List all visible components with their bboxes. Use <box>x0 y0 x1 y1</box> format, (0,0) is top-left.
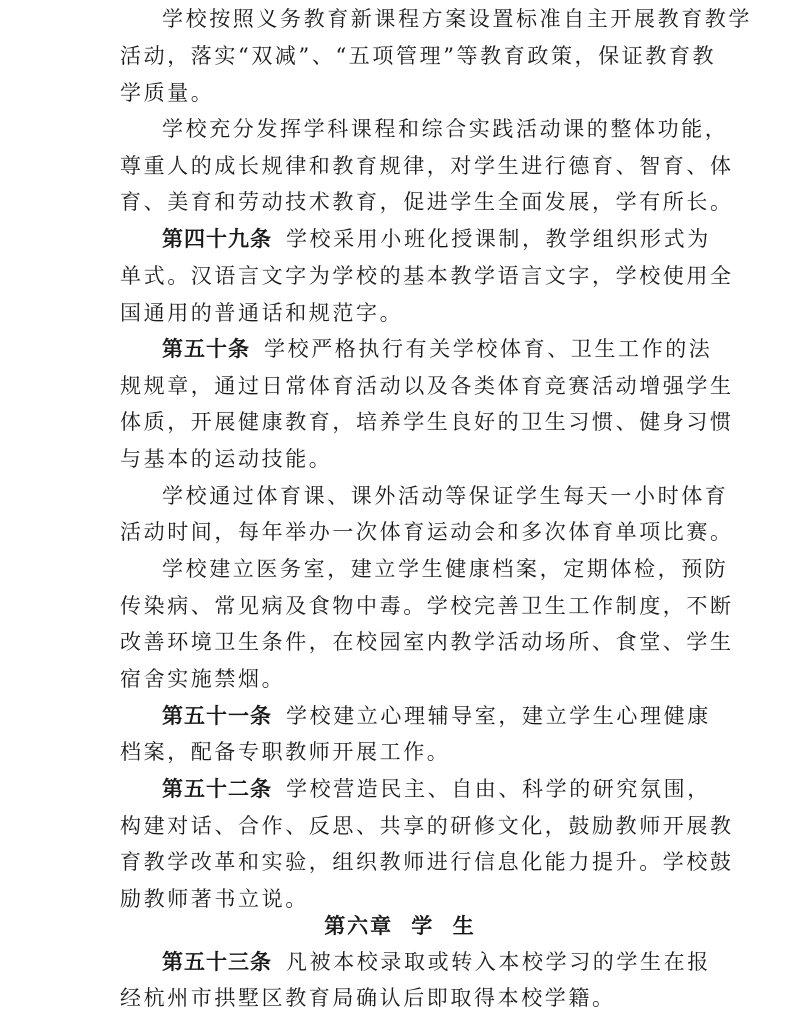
article-number: 第五十二条 <box>162 777 272 801</box>
text-line: 学校通过体育课、课外活动等保证学生每天一小时体育 <box>162 484 729 508</box>
text-line: 活动，落实“双减”、“五项管理”等教育政策，保证教育教 <box>120 44 717 68</box>
text-line: 学校建立医务室，建立学生健康档案，定期体检，预防 <box>162 557 729 581</box>
article-line <box>162 700 711 732</box>
text-line: 学校按照义务教育新课程方案设置标准自主开展教育教学 <box>162 7 752 31</box>
text-line: 育、美育和劳动技术教育，促进学生全面发展，学有所长。 <box>120 190 734 214</box>
article-line <box>162 773 711 805</box>
article-number: 第五十三条 <box>162 950 272 974</box>
text-line: 经杭州市拱墅区教育局确认后即取得本校学籍。 <box>120 986 616 1010</box>
text-line: 励教师著书立说。 <box>120 887 309 911</box>
text-line: 传染病、常见病及食物中毒。学校完善卫生工作制度，不断 <box>120 594 734 618</box>
article-line <box>162 223 711 255</box>
article-text: 学校采用小班化授课制，教学组织形式为 <box>286 227 711 251</box>
text-line: 活动时间，每年举办一次体育运动会和多次体育单项比赛。 <box>120 520 734 544</box>
text-line: 育教学改革和实验，组织教师进行信息化能力提升。学校鼓 <box>120 850 734 874</box>
chapter-number: 第六章 <box>324 914 394 938</box>
text-line: 学校充分发挥学科课程和综合实践活动课的整体功能， <box>162 117 729 141</box>
article-text: 学校建立心理辅导室，建立学生心理健康 <box>286 704 711 728</box>
article-line <box>162 333 712 365</box>
article-number: 第四十九条 <box>162 227 272 251</box>
text-line: 尊重人的成长规律和教育规律，对学生进行德育、智育、体 <box>120 154 734 178</box>
text-line: 国通用的普通话和规范字。 <box>120 301 404 325</box>
article-text: 学校营造民主、自由、科学的研究氛围， <box>286 777 711 801</box>
text-line: 改善环境卫生条件，在校园室内教学活动场所、食堂、学生 <box>120 630 734 654</box>
text-line: 规规章，通过日常体育活动以及各类体育竞赛活动增强学生 <box>120 374 734 398</box>
article-text: 学校严格执行有关学校体育、卫生工作的法 <box>264 337 713 361</box>
article-line <box>162 946 711 978</box>
text-line: 档案，配备专职教师开展工作。 <box>120 740 451 764</box>
text-line: 宿舍实施禁烟。 <box>120 667 286 691</box>
article-number: 第五十条 <box>162 337 250 361</box>
chapter-title: 学 生 <box>411 914 476 938</box>
text-line: 体质，开展健康教育，培养学生良好的卫生习惯、健身习惯 <box>120 410 734 434</box>
article-number: 第五十一条 <box>162 704 272 728</box>
chapter-heading <box>0 910 800 942</box>
text-line: 学质量。 <box>120 81 215 105</box>
article-text: 凡被本校录取或转入本校学习的学生在报 <box>286 950 711 974</box>
text-line: 构建对话、合作、反思、共享的研修文化，鼓励教师开展教 <box>120 814 734 838</box>
text-line: 与基本的运动技能。 <box>120 447 333 471</box>
text-line: 单式。汉语言文字为学校的基本教学语言文字，学校使用全 <box>120 264 734 288</box>
